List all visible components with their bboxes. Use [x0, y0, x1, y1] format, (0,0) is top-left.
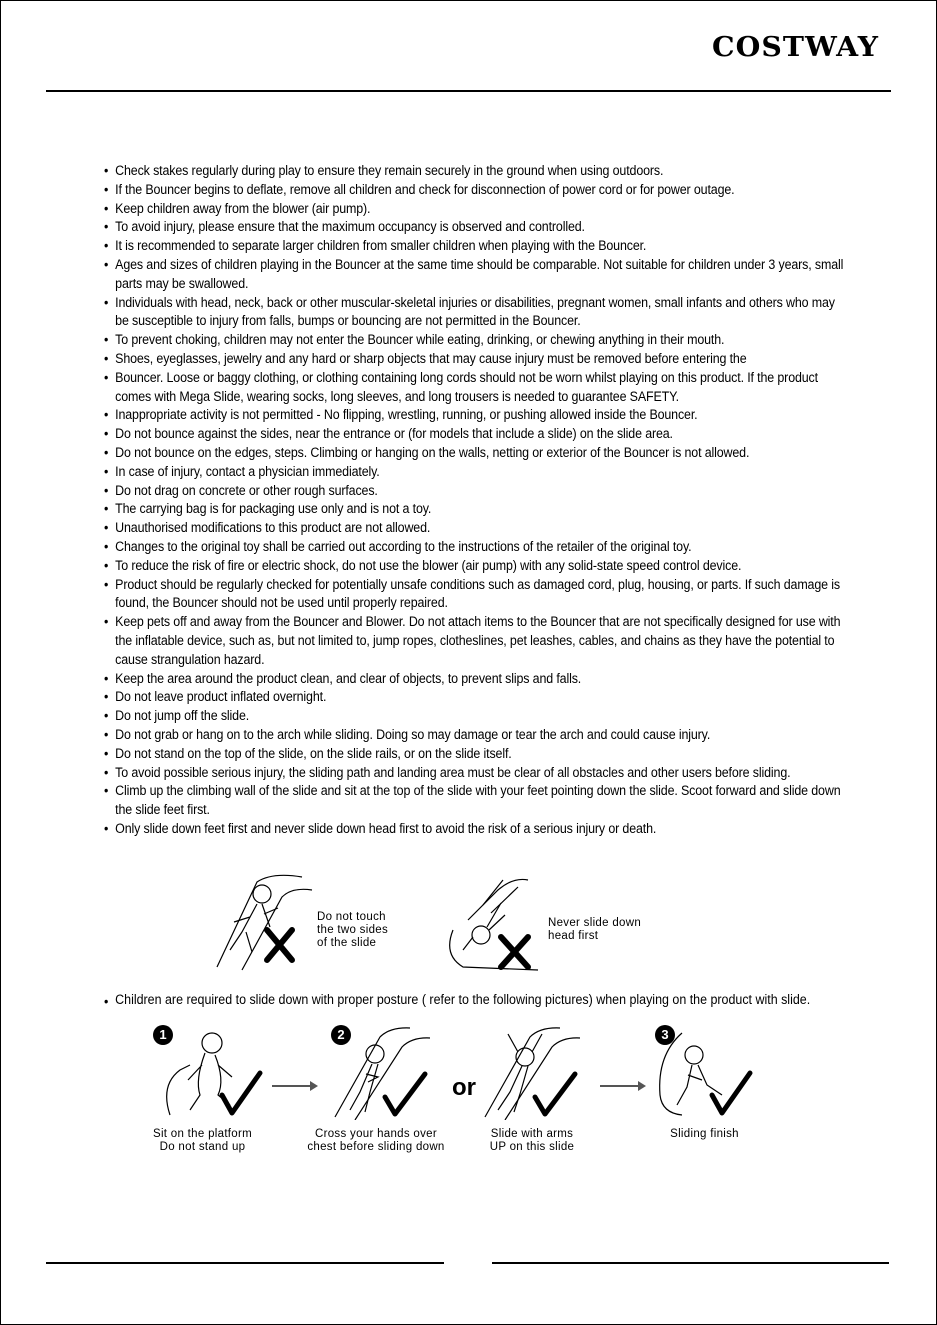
warning-item: • Do not grab or hang on to the arch while sliding. Doing so may damage or tear the arch and could cause injury.: [104, 726, 792, 745]
head-first-slide-illustration: [443, 875, 548, 975]
never-head-first-caption: Never slide down head first: [548, 917, 642, 942]
step-1-caption: Sit on the platform Do not stand up: [152, 1128, 253, 1153]
sitting-on-platform-illustration: [160, 1025, 270, 1120]
warning-item: • Product should be regularly checked for potentially unsafe conditions such as damaged cord, plug, housing, or parts. If such damage is found, the Bouncer should not be used until properly repaired.: [104, 576, 792, 614]
warning-item: • Do not drag on concrete or other rough surfaces.: [104, 482, 792, 501]
brand-logo: COSTWAY: [712, 32, 880, 63]
warning-item: • Climb up the climbing wall of the slide and sit at the top of the slide with your feet pointing down the slide. Scoot forward and slide down the slide feet first.: [104, 782, 792, 820]
step-2b-caption: Slide with arms UP on this slide: [489, 1128, 575, 1153]
warning-item: • Do not leave product inflated overnight.: [104, 688, 792, 707]
header-rule: [46, 90, 891, 92]
warning-item: • Do not bounce against the sides, near the entrance or (for models that include a slide) on the slide area.: [104, 425, 792, 444]
child-touching-slide-sides-illustration: [212, 872, 317, 972]
warning-item: • To prevent choking, children may not enter the Bouncer while eating, drinking, or chewing anything in their mouth.: [104, 331, 792, 350]
warning-item: • Ages and sizes of children playing in the Bouncer at the same time should be comparable. Not suitable for children under 3 years, small parts may be swallowed.: [104, 256, 792, 294]
warning-item: • Inappropriate activity is not permitted - No flipping, wrestling, running, or pushing allowed inside the Bouncer.: [104, 406, 792, 425]
warning-item: • Bouncer. Loose or baggy clothing, or clothing containing long cords should not be worn whilst playing on this product. If the product comes with Mega Slide, wearing socks, long sleeves, and long trousers is needed to guarantee SAFETY.: [104, 369, 792, 407]
warning-item: • Keep the area around the product clean, and clear of objects, to prevent slips and falls.: [104, 670, 792, 689]
arms-up-slide-illustration: [480, 1022, 600, 1120]
warning-item: • If the Bouncer begins to deflate, remove all children and check for disconnection of power cord or for power outage.: [104, 181, 792, 200]
footer-rule-right: [492, 1262, 889, 1264]
warning-item: • Shoes, eyeglasses, jewelry and any hard or sharp objects that may cause injury must be removed before entering the: [104, 350, 792, 369]
warning-item: • Unauthorised modifications to this product are not allowed.: [104, 519, 792, 538]
or-label: or: [452, 1074, 476, 1101]
warning-item: • To avoid possible serious injury, the sliding path and landing area must be clear of all obstacles and other users before sliding.: [104, 764, 792, 783]
dont-touch-caption: Do not touch the two sides of the slide: [317, 911, 389, 949]
warning-item: • Check stakes regularly during play to ensure they remain securely in the ground when using outdoors.: [104, 162, 792, 181]
crossed-hands-slide-illustration: [330, 1022, 450, 1120]
sliding-finish-illustration: [652, 1025, 757, 1120]
posture-note: • Children are required to slide down with proper posture ( refer to the following pictures) when playing on the product with slide.: [104, 991, 810, 1009]
warning-item: • Do not bounce on the edges, steps. Climbing or hanging on the walls, netting or exterior of the Bouncer is not allowed.: [104, 444, 792, 463]
step-2-badge: 2: [331, 1025, 351, 1045]
warning-list: [104, 162, 844, 839]
warning-item: • Do not stand on the top of the slide, on the slide rails, or on the slide itself.: [104, 745, 792, 764]
warning-item: • Keep children away from the blower (air pump).: [104, 200, 792, 219]
step-1-badge: 1: [153, 1025, 173, 1045]
warning-item: • Keep pets off and away from the Bouncer and Blower. Do not attach items to the Bouncer that are not specifically designed for use with the inflatable device, such as, but not limited to, jump ropes, clotheslines, pet leashes, cables, and chains as they have the potential to cause strangulation hazard.: [104, 613, 792, 669]
warning-item: • It is recommended to separate larger children from smaller children when playing with the Bouncer.: [104, 237, 792, 256]
footer-rule-left: [46, 1262, 444, 1264]
warning-item: • In case of injury, contact a physician immediately.: [104, 463, 792, 482]
step-3-caption: Sliding finish: [670, 1128, 739, 1140]
warning-item: • Individuals with head, neck, back or other muscular-skeletal injuries or disabilities, pregnant women, small infants and others who may be susceptible to injury from falls, bumps or bouncing are not permitted in the Bouncer.: [104, 294, 792, 332]
warning-item: • The carrying bag is for packaging use only and is not a toy.: [104, 500, 792, 519]
warning-item: • Do not jump off the slide.: [104, 707, 792, 726]
arrow-2: [600, 1085, 644, 1087]
warning-item: • Changes to the original toy shall be carried out according to the instructions of the retailer of the original toy.: [104, 538, 792, 557]
warning-item: • To avoid injury, please ensure that the maximum occupancy is observed and controlled.: [104, 218, 792, 237]
warning-item: • Only slide down feet first and never slide down head first to avoid the risk of a serious injury or death.: [104, 820, 792, 839]
step-2-caption: Cross your hands over chest before sliding down: [307, 1128, 445, 1153]
arrow-1: [272, 1085, 316, 1087]
step-3-badge: 3: [655, 1025, 675, 1045]
warning-item: • To reduce the risk of fire or electric shock, do not use the blower (air pump) with any solid-state speed control device.: [104, 557, 792, 576]
